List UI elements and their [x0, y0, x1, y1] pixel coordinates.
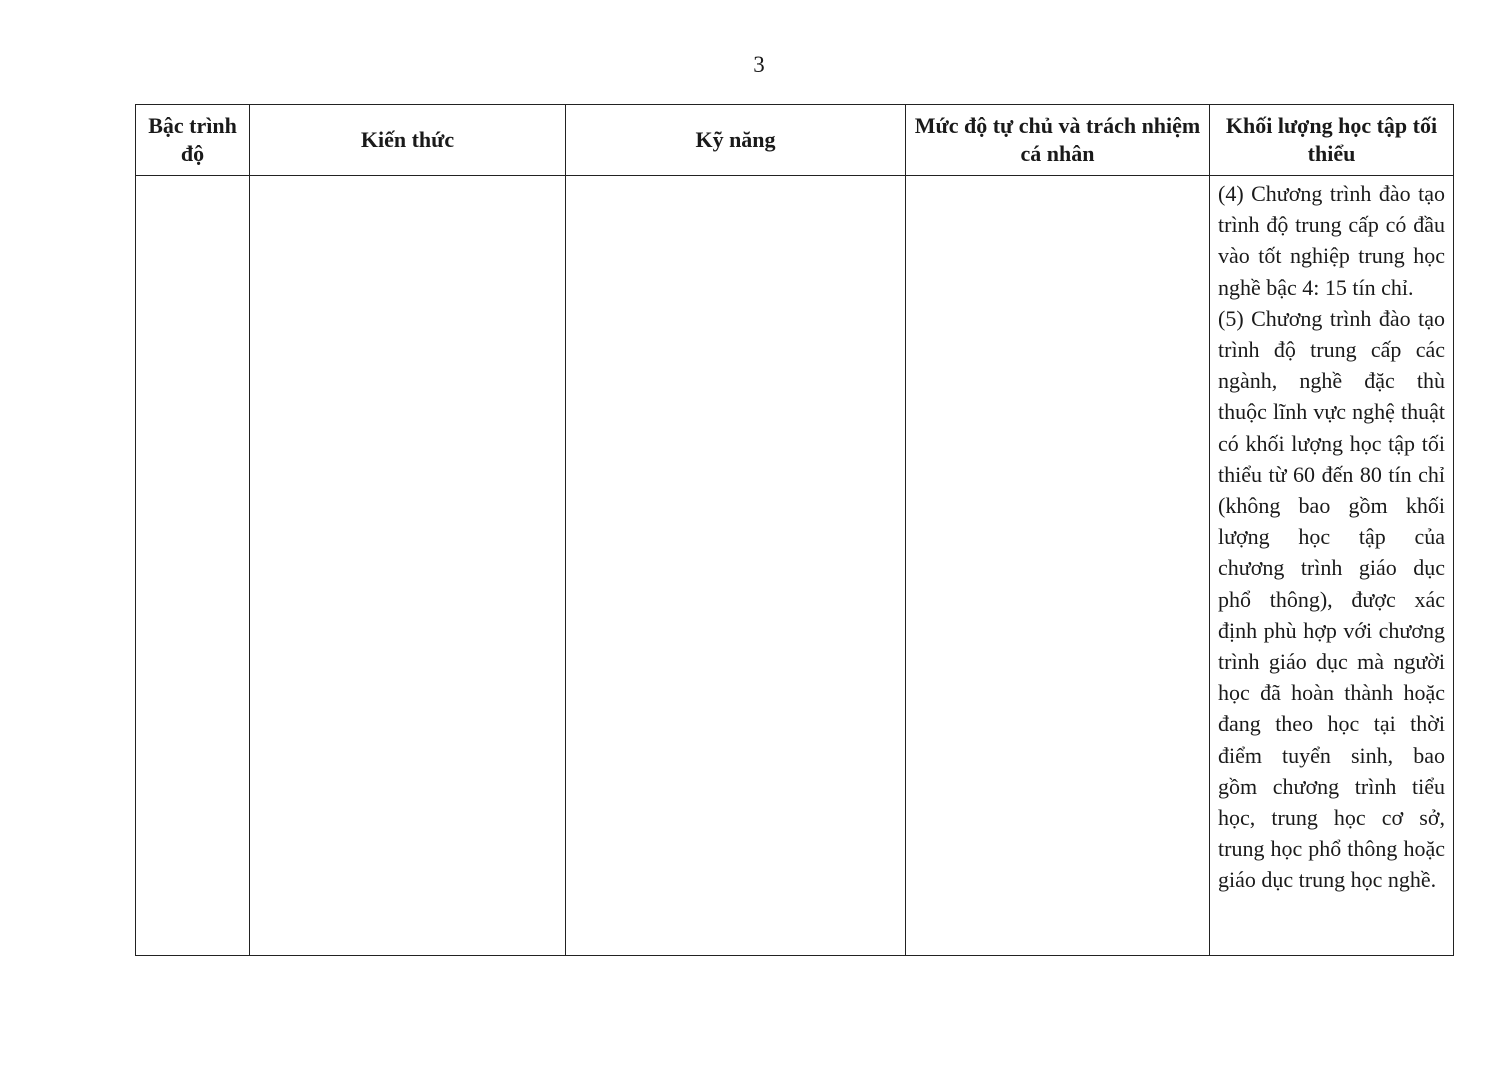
header-ky-nang: Kỹ năng	[566, 105, 906, 176]
table-header-row	[136, 105, 1454, 176]
cell-bac-trinh-do	[136, 176, 250, 956]
header-muc-do-tu-chu: Mức độ tự chủ và trách nhiệm cá nhân	[906, 105, 1210, 176]
qualification-table	[135, 104, 1454, 956]
table-row	[136, 176, 1454, 956]
paragraph-item-5: (5) Chương trình đào tạo trình độ trung cấp các ngành, nghề đặc thù thuộc lĩnh vực nghệ thuật có khối lượng học tập tối thiểu từ 60 đến 80 tín chỉ (không bao gồm khối lượng học tập của chương trình giáo dục phổ thông), được xác định phù hợp với chương trình giáo dục mà người học đã hoàn thành hoặc đang theo học tại thời điểm tuyển sinh, bao gồm chương trình tiểu học, trung học cơ sở, trung học phổ thông hoặc giáo dục trung học nghề.	[1218, 305, 1445, 893]
header-kien-thuc: Kiến thức	[250, 105, 566, 176]
header-bac-trinh-do: Bậc trình độ	[136, 105, 250, 176]
page-number: 3	[753, 52, 765, 77]
cell-khoi-luong	[1210, 176, 1454, 956]
paragraph-item-4: (4) Chương trình đào tạo trình độ trung cấp có đầu vào tốt nghiệp trung học nghề bậc 4: 15 tín chỉ.	[1218, 181, 1445, 300]
header-khoi-luong: Khối lượng học tập tối thiểu	[1210, 105, 1454, 176]
cell-kien-thuc	[250, 176, 566, 956]
cell-ky-nang	[566, 176, 906, 956]
cell-muc-do-tu-chu	[906, 176, 1210, 956]
